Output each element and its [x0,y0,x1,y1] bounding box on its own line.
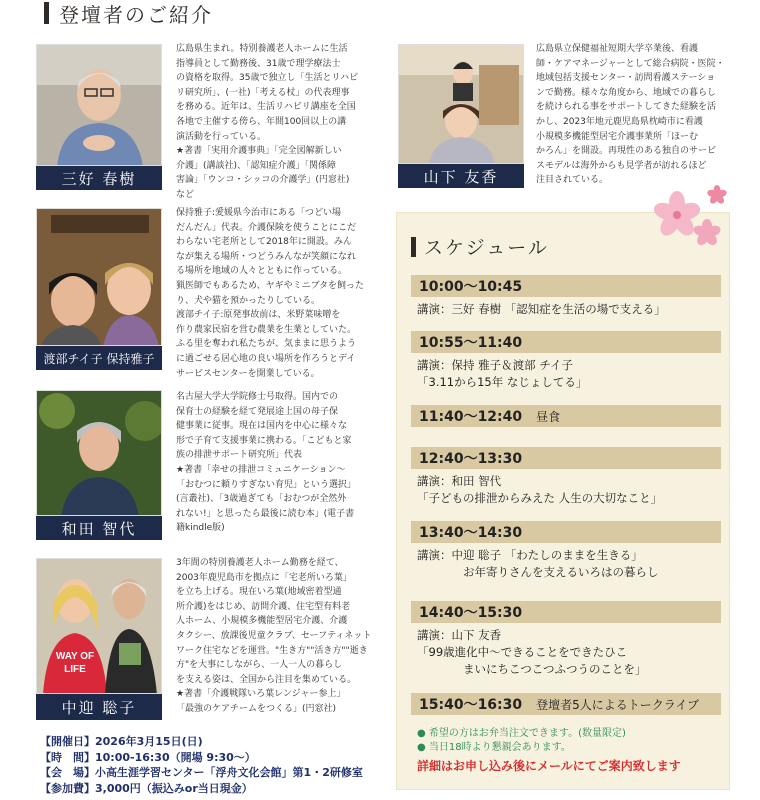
bio-line: など [176,189,195,200]
slot-detail: 「子どもの排泄からみえた 人生の大切なこと」 [417,491,663,505]
bio-line: 健事業に従事。現在は国内を中心に様々な [176,421,348,432]
bio-line: 「最強のケアチームをつくる」(円窓社) [176,703,337,714]
bio-line: ★著書「幸せの排泄コミュニケーション〜 [176,464,346,475]
slot-time [411,521,721,543]
bio-line: 方"を大事にしながら、一人一人の暮らし [176,660,343,671]
slot-time-text: 14:40〜15:30 [419,605,523,621]
bio-line: 小規模多機能型居宅介護事業所「ほーむ [536,131,699,142]
event-info-row [40,750,363,766]
note-red: 詳細はお申し込み後にメールにてご案内致します [417,759,681,773]
bio-line: れない!」と思ったら最後に読む本」(電子書 [176,508,355,519]
slot-time-text: 10:00〜10:45 [419,279,523,295]
bio-line: 3年間の特別養護老人ホーム勤務を経て、 [176,558,344,568]
shirt-text: LIFE [64,664,86,675]
bio-line: 保育士の経験を経て発展途上国の母子保 [176,406,339,417]
event-info-value: 3,000円（振込みor当日現金） [95,781,253,795]
slot-detail: 講演：中迎 聡子 「わたしのままを生きる」 [417,548,643,562]
event-info-row [40,734,363,750]
schedule-slot [411,693,721,715]
bio-line: 形で子育て支援事業に携わる。「こどもと家 [176,435,352,446]
slot-time-text: 10:55〜11:40 [419,335,523,351]
bio-line: 保持雅子:愛媛県今治市にある「つどい場 [176,208,342,218]
event-info-label: 【開催日】 [40,735,95,748]
schedule-notes [417,727,681,773]
bio-line: を立ち上げる。現在いろ葉(地域密着型通 [176,587,342,598]
slot-time [411,275,721,297]
bio-line: 注目されている。 [536,175,609,186]
schedule-title-text: スケジュール [424,237,549,259]
bio-line: ★著書「実用介護事典」「完全図解新しい [176,146,342,157]
bio-line: リ研究所」、(一社)「考える杖」の代表理事 [176,87,350,98]
bio-line: ンで勤務。様々な角度から、地域での暮らし [536,87,717,98]
slot-detail: 講演：和田 智代 [417,474,502,488]
bio-line: ワーク住宅などを運営。"生き方""活き方""逝き [176,645,368,656]
slot-detail: 講演：山下 友香 [417,628,502,642]
bio-line: ★著書「介護戦隊いろ葉レンジャー参上」 [176,689,346,700]
slot-detail: 「3.11から15年 なじょしてる」 [417,375,588,389]
slot-time [411,693,721,715]
bio-line: る場所を地域の人々とともに作っている。 [176,266,348,277]
bio-line: を支える姿は、全国から注目を集めている。 [176,674,357,685]
slot-detail: まいにちこつこつふつうのことを」 [417,662,647,676]
speaker-photo-miyoshi [36,44,162,166]
bio-line: サービスセンターを開業している。 [176,368,320,379]
bio-line: 「おむつに頼りすぎない育児」という選択」 [176,479,357,490]
bio-line: 介護」(講談社)、「認知症介護」「関係障 [176,160,337,171]
bio-line: 指導員として勤務後、31歳で理学療法士 [176,58,341,69]
speaker-photo-watabe-hoji [36,208,162,346]
speaker-bio-yamashita [536,42,746,188]
schedule-slot [411,275,721,318]
note-line: ● 希望の方はお弁当注文できます。(数量限定) [417,728,626,739]
bio-line: 地域包括支援センター・訪問看護ステーショ [536,73,716,84]
slot-time [411,447,721,469]
bio-line: 人ホーム、小規模多機能型居宅介護、介護 [176,616,348,627]
schedule-slot [411,331,721,391]
bio-line: 名古屋大学大学院修士号取得。国内での [176,392,339,402]
bio-line: ふる里を奪われ私たちが、気ままに思うよう [176,339,357,350]
bio-line: 作り農家民宿を営む農業を生業としていた。 [176,324,357,335]
bio-line: 所介護)をはじめ、訪問介護、住宅型有料老 [176,601,351,612]
bio-line: り、犬や猫を預かったりしている。 [176,295,321,306]
slot-detail: 講演：保持 雅子＆渡部 チイ子 [417,358,574,372]
bio-line: の資格を取得。35歳で独立し「生活とリハビ [176,73,359,84]
slot-detail: 「99歳進化中〜できることをできたひこ [417,645,628,659]
title-bar [411,237,416,257]
bio-line: わらない宅老所として2018年に開設。みん [176,237,352,248]
bio-line: に過ごせる居心地の良い場所を作ろうとデイ [176,353,356,364]
bio-line: だんだん」代表。介護保険を使うことにこだ [176,222,357,233]
event-info-label: 【会 場】 [40,766,95,779]
sakura-flower-icon [647,185,731,269]
speaker-name-wada: 和田 智代 [36,516,162,540]
bio-line: 広島県立保健福祉短期大学卒業後、看護 [536,44,699,54]
schedule-title [411,233,549,260]
slot-time [411,601,721,623]
speaker-photo-wada [36,390,162,516]
bio-line: 渡部チイ子:原発事故前は、米野菜味噌を [176,310,341,321]
bio-line: なが集える場所・つどうみんなが笑顔になれ [176,251,357,262]
speaker-bio-miyoshi [176,42,388,203]
event-info-label: 【参加費】 [40,781,95,795]
bio-line: 族の排泄サポート研究所」代表 [176,450,303,461]
event-info-value: 2026年3月15日(日) [95,735,203,748]
slot-detail: お年寄りさんを支えるいろはの暮らし [417,565,659,579]
speaker-bio-wada [176,390,388,536]
slot-time-text: 15:40〜16:30 [419,697,523,713]
bio-line: 籍kindle版) [176,523,225,534]
speaker-name-miyoshi: 三好 春樹 [36,166,162,190]
speaker-name-watabe-hoji: 渡部チイ子 保持雅子 [36,346,162,370]
speaker-photo-nakamukai [36,558,162,694]
title-bar [44,2,49,24]
section-title-text: 登壇者のご紹介 [59,2,213,27]
bio-line: 猟医師でもあるため、ヤギやミニブタを飼った [176,280,365,291]
bio-line: タクシー、放課後児童クラブ、セーフティネット [176,630,372,641]
bio-line: 広島県生まれ。特別養護老人ホームに生活 [176,44,348,54]
speaker-photo-yamashita [398,44,524,164]
event-info-value: 10:00-16:30（開場 9:30〜） [95,750,256,764]
slot-time-text: 12:40〜13:30 [419,451,523,467]
schedule-slot [411,521,721,581]
slot-time-text: 11:40〜12:40 [419,409,523,425]
slot-extra: 昼食 [536,409,561,424]
speaker-name-nakamukai: 中迎 聡子 [36,694,162,720]
speaker-bio-nakamukai [176,556,388,717]
bio-line: スモデルは海外からも見学者が訪れるほど [536,160,707,171]
event-info-value: 小高生涯学習センター「浮舟文化会館」第1・2研修室 [95,766,363,779]
shirt-text: WAY OF [55,651,95,662]
bio-line: 各地で主催する傍ら、年間100回以上の講 [176,116,347,127]
schedule-slot [411,405,721,427]
slot-detail: 講演：三好 春樹 「認知症を生活の場で支える」 [417,302,666,316]
schedule-panel [396,212,730,790]
bio-line: 演活動を行っている。 [176,131,267,142]
event-info-label: 【時 間】 [40,750,95,764]
slot-time [411,331,721,353]
slot-extra: 登壇者5人によるトークライブ [536,697,700,712]
speaker-bio-watabe-hoji [176,206,388,381]
bio-line: かろん」を開設。再現性のある独自のサービ [536,146,717,157]
bio-line: 害論」「ウンコ・シッコの介護学」(円窓社) [176,175,350,186]
section-title [44,0,213,26]
schedule-slot [411,447,721,507]
slot-time-text: 13:40〜14:30 [419,525,523,541]
speaker-name-yamashita: 山下 友香 [398,164,524,188]
schedule-slot [411,601,721,678]
event-info [40,734,363,796]
note-line: ● 当日18時より懇親会あります。 [417,742,571,753]
slot-time [411,405,721,427]
bio-line: かし、2023年地元鹿児島県枕崎市に看護 [536,116,703,127]
bio-line: を務める。近年は、生活リハビリ講座を全国 [176,102,356,113]
bio-line: 2003年鹿児島市を拠点に「宅老所いろ葉」 [176,572,352,583]
bio-line: 師・ケアマネージャーとして総合病院・医院・ [536,58,725,69]
bio-line: を続けられる事をサポートしてきた経験を活 [536,102,717,113]
bio-line: (言叢社)、「3歳過ぎても「おむつが全然外 [176,494,347,505]
event-info-row [40,765,363,781]
event-info-row [40,781,363,797]
